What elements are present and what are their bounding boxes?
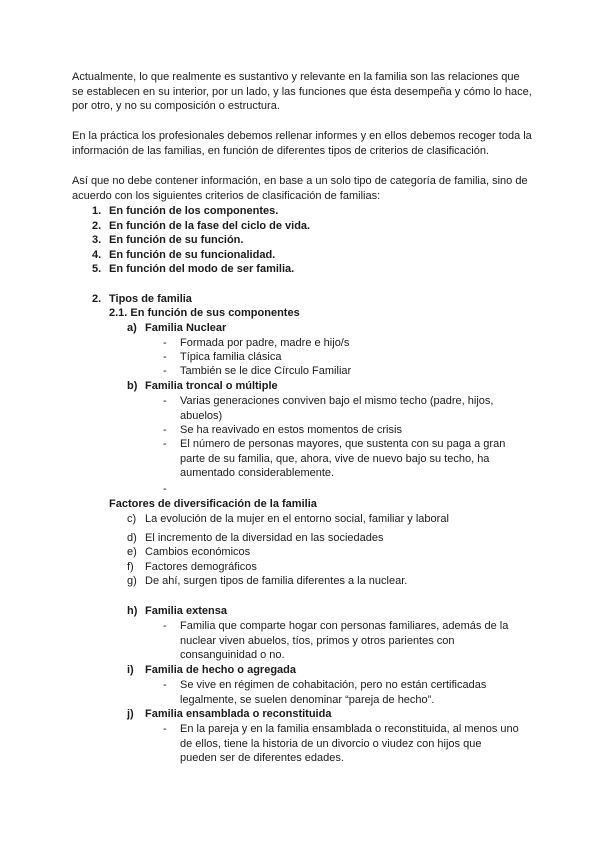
intro-paragraph-3: Así que no debe contener información, en base a un solo tipo de categoría de familia, sino de acuerdo con los siguientes criterios de clasificación de familias: bbox=[72, 175, 528, 202]
family-type-title: Familia Nuclear bbox=[145, 322, 227, 334]
factor-text: De ahí, surgen tipos de familia diferentes a la nuclear. bbox=[145, 575, 408, 587]
family-type-title: Familia de hecho o agregada bbox=[145, 664, 296, 676]
bullet-dash: - bbox=[163, 723, 167, 735]
factor-text: Factores demográficos bbox=[145, 561, 257, 573]
bullet-dash: - bbox=[163, 424, 167, 436]
bullet-dash: - bbox=[163, 620, 167, 632]
bullet-text: Formada por padre, madre e hijo/s bbox=[180, 337, 350, 349]
list-item: En función del modo de ser familia. bbox=[109, 263, 295, 275]
list-number: 5. bbox=[92, 263, 102, 275]
bullet-dash: - bbox=[163, 351, 167, 363]
bullet-dash: - bbox=[163, 679, 167, 691]
bullet-dash: - bbox=[163, 365, 167, 377]
item-letter: i) bbox=[127, 664, 134, 676]
intro-paragraph-2: En la práctica los profesionales debemos rellenar informes y en ellos debemos recoger toda la información de las familias, en función de diferentes tipos de criterios de clasificación. bbox=[72, 130, 532, 157]
bullet-text: Se ha reavivado en estos momentos de crisis bbox=[180, 424, 402, 436]
bullet-dash: - bbox=[163, 395, 167, 407]
factor-text: Cambios económicos bbox=[145, 546, 251, 558]
family-type-title: Familia troncal o múltiple bbox=[145, 380, 278, 392]
item-letter: f) bbox=[127, 561, 134, 573]
bullet-text: El número de personas mayores, que sustenta con su paga a gran parte de su familia, que, ahora, vive de nuevo bajo su techo, ha aumentado considerablemente. bbox=[180, 438, 506, 479]
family-type-title: Familia extensa bbox=[145, 605, 227, 617]
family-type-title: Familia ensamblada o reconstituida bbox=[145, 708, 332, 720]
factors-heading: Factores de diversificación de la familia bbox=[109, 498, 317, 510]
section-title: Tipos de familia bbox=[109, 293, 192, 305]
bullet-text: Varias generaciones conviven bajo el mismo techo (padre, hijos, abuelos) bbox=[180, 395, 494, 422]
bullet-dash: - bbox=[163, 483, 167, 495]
item-letter: e) bbox=[127, 546, 137, 558]
bullet-dash: - bbox=[163, 337, 167, 349]
bullet-text: También se le dice Círculo Familiar bbox=[180, 365, 352, 377]
item-letter: a) bbox=[127, 322, 137, 334]
list-number: 1. bbox=[92, 205, 102, 217]
list-item: En función de su función. bbox=[109, 234, 244, 246]
item-letter: h) bbox=[127, 605, 138, 617]
list-item: En función de su funcionalidad. bbox=[109, 249, 276, 261]
item-letter: c) bbox=[127, 513, 137, 525]
bullet-dash: - bbox=[163, 438, 167, 450]
subsection-title: 2.1. En función de sus componentes bbox=[109, 307, 300, 319]
list-number: 3. bbox=[92, 234, 102, 246]
list-item: En función de la fase del ciclo de vida. bbox=[109, 220, 311, 232]
bullet-text: Típica familia clásica bbox=[180, 351, 282, 363]
factor-text: La evolución de la mujer en el entorno social, familiar y laboral bbox=[145, 513, 449, 525]
section-number: 2. bbox=[92, 293, 102, 305]
bullet-text: Familia que comparte hogar con personas familiares, además de la nuclear viven abuelos, tíos, primos y otros parientes con consanguinidad o no. bbox=[180, 620, 509, 661]
intro-paragraph-1: Actualmente, lo que realmente es sustantivo y relevante en la familia son las relaciones que se establecen en su interior, por un lado, y las funciones que ésta desempeña y cómo lo hace, por otro, y no su composición o estructura. bbox=[72, 71, 532, 112]
item-letter: j) bbox=[127, 708, 134, 720]
item-letter: b) bbox=[127, 380, 138, 392]
bullet-text: En la pareja y en la familia ensamblada o reconstituida, al menos uno de ellos, tiene la historia de un divorcio o viudez con hijos que pueden ser de diferentes edades. bbox=[180, 723, 519, 764]
factor-text: El incremento de la diversidad en las sociedades bbox=[145, 532, 384, 544]
list-number: 4. bbox=[92, 249, 102, 261]
item-letter: g) bbox=[127, 575, 137, 587]
list-item: En función de los componentes. bbox=[109, 205, 279, 217]
bullet-text: Se vive en régimen de cohabitación, pero no están certificadas legalmente, se suelen denominar “pareja de hecho”. bbox=[180, 679, 487, 706]
list-number: 2. bbox=[92, 220, 102, 232]
item-letter: d) bbox=[127, 532, 137, 544]
